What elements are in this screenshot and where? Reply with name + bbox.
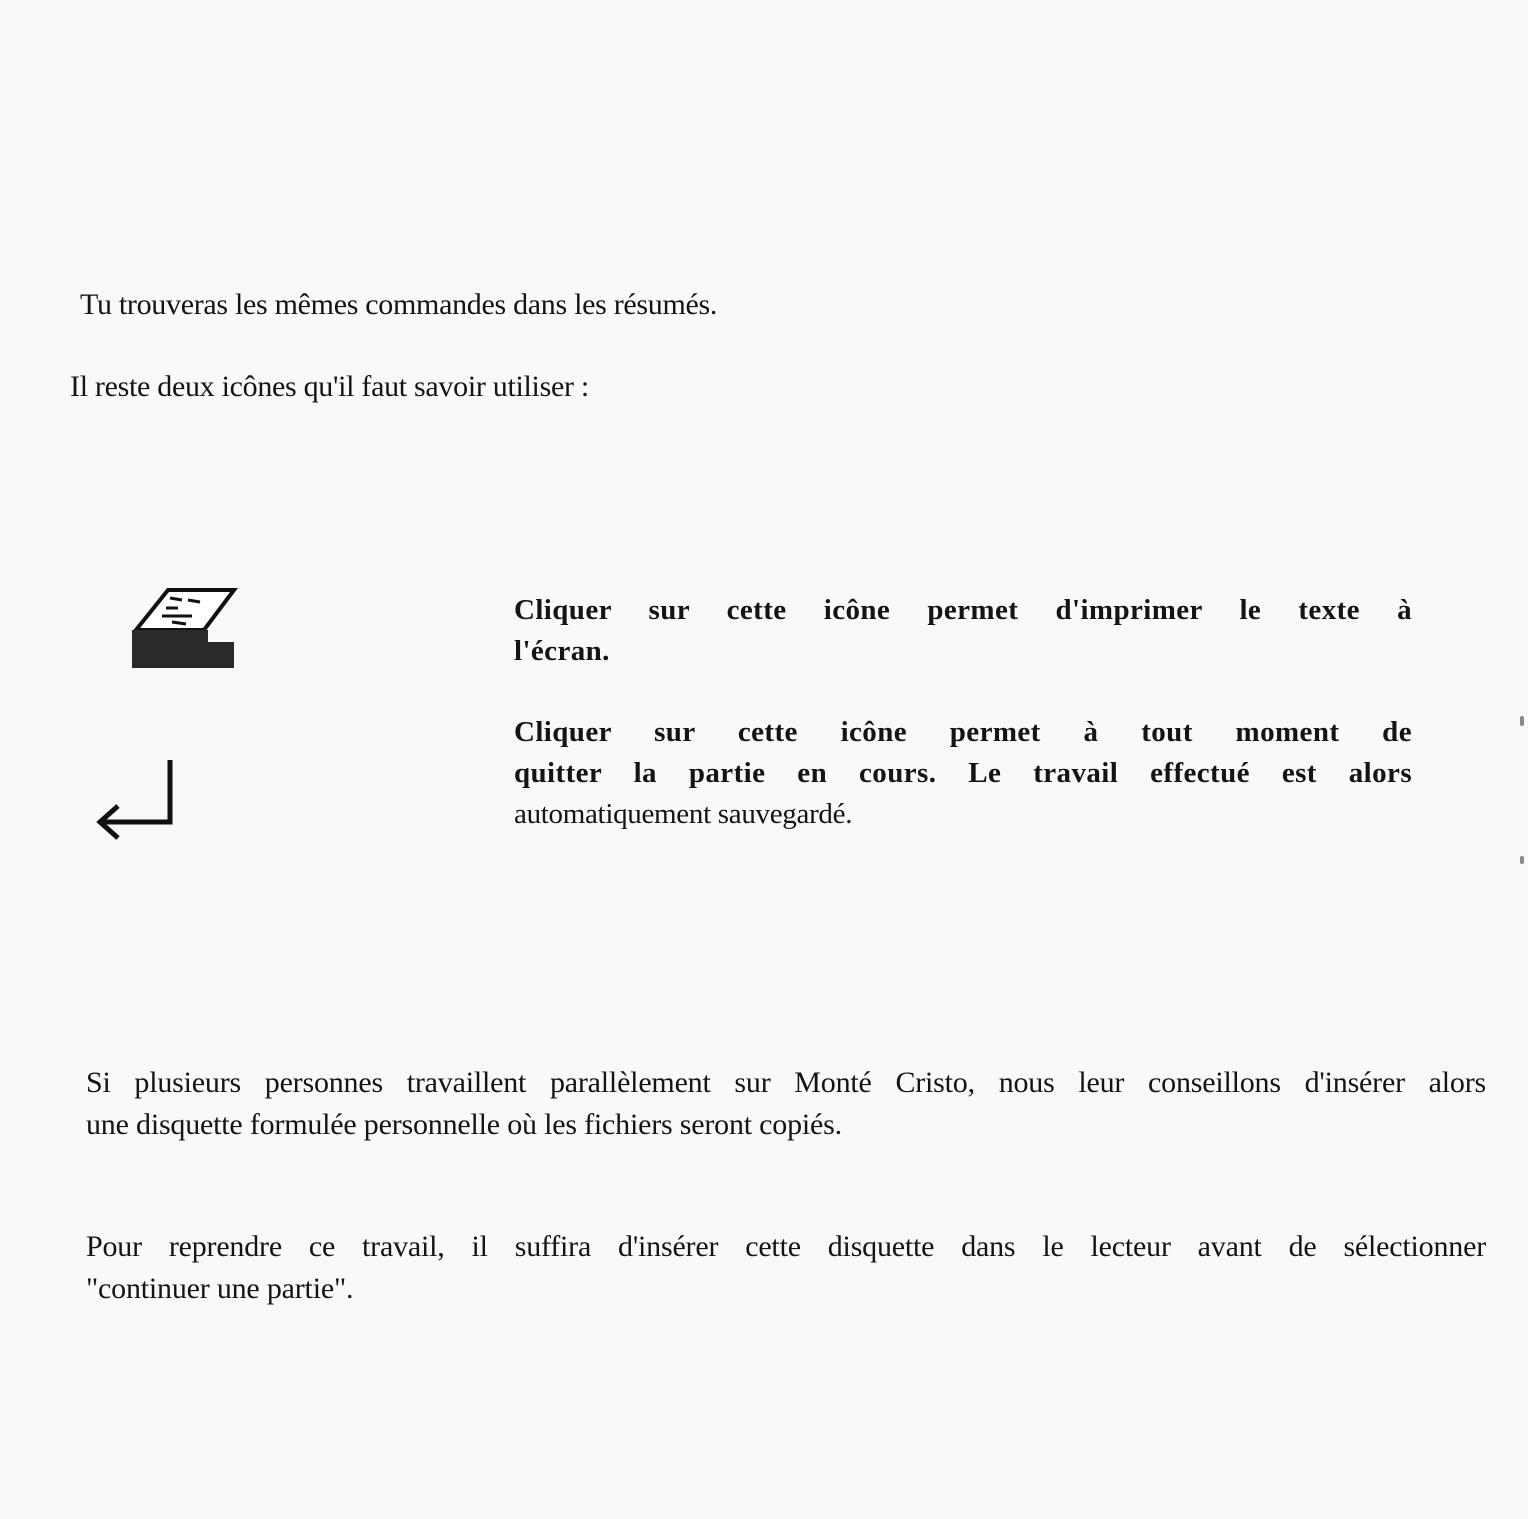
paragraph-several-users bbox=[86, 1062, 1486, 1146]
paragraph-several-users-line-1: Si plusieurs personnes travaillent parallèlement sur Monté Cristo, nous leur conseillons d'insérer alors bbox=[86, 1066, 1486, 1099]
print-description-line-1: Cliquer sur cette icône permet d'imprimer le texte à bbox=[514, 594, 1412, 626]
paragraph-resume-work bbox=[86, 1226, 1486, 1310]
return-arrow-icon bbox=[92, 756, 182, 846]
quit-description-line-2: quitter la partie en cours. Le travail effectué est alors bbox=[514, 757, 1412, 789]
intro-line-2: Il reste deux icônes qu'il faut savoir utiliser : bbox=[70, 370, 589, 403]
paragraph-resume-work-line-1: Pour reprendre ce travail, il suffira d'insérer cette disquette dans le lecteur avant de sélectionner bbox=[86, 1230, 1486, 1263]
quit-description-line-1: Cliquer sur cette icône permet à tout moment de bbox=[514, 716, 1412, 748]
print-description-line-2: l'écran. bbox=[514, 635, 610, 667]
quit-description-line-3: automatiquement sauvegardé. bbox=[514, 798, 853, 830]
scan-speck bbox=[1520, 716, 1524, 726]
quit-description bbox=[514, 712, 1412, 835]
printer-icon bbox=[126, 586, 238, 672]
intro-line-1: Tu trouveras les mêmes commandes dans les résumés. bbox=[80, 288, 718, 321]
paragraph-resume-work-line-2: "continuer une partie". bbox=[86, 1272, 354, 1305]
scan-speck bbox=[1520, 856, 1524, 864]
paragraph-several-users-line-2: une disquette formulée personnelle où les fichiers seront copiés. bbox=[86, 1108, 842, 1141]
print-description bbox=[514, 590, 1412, 672]
